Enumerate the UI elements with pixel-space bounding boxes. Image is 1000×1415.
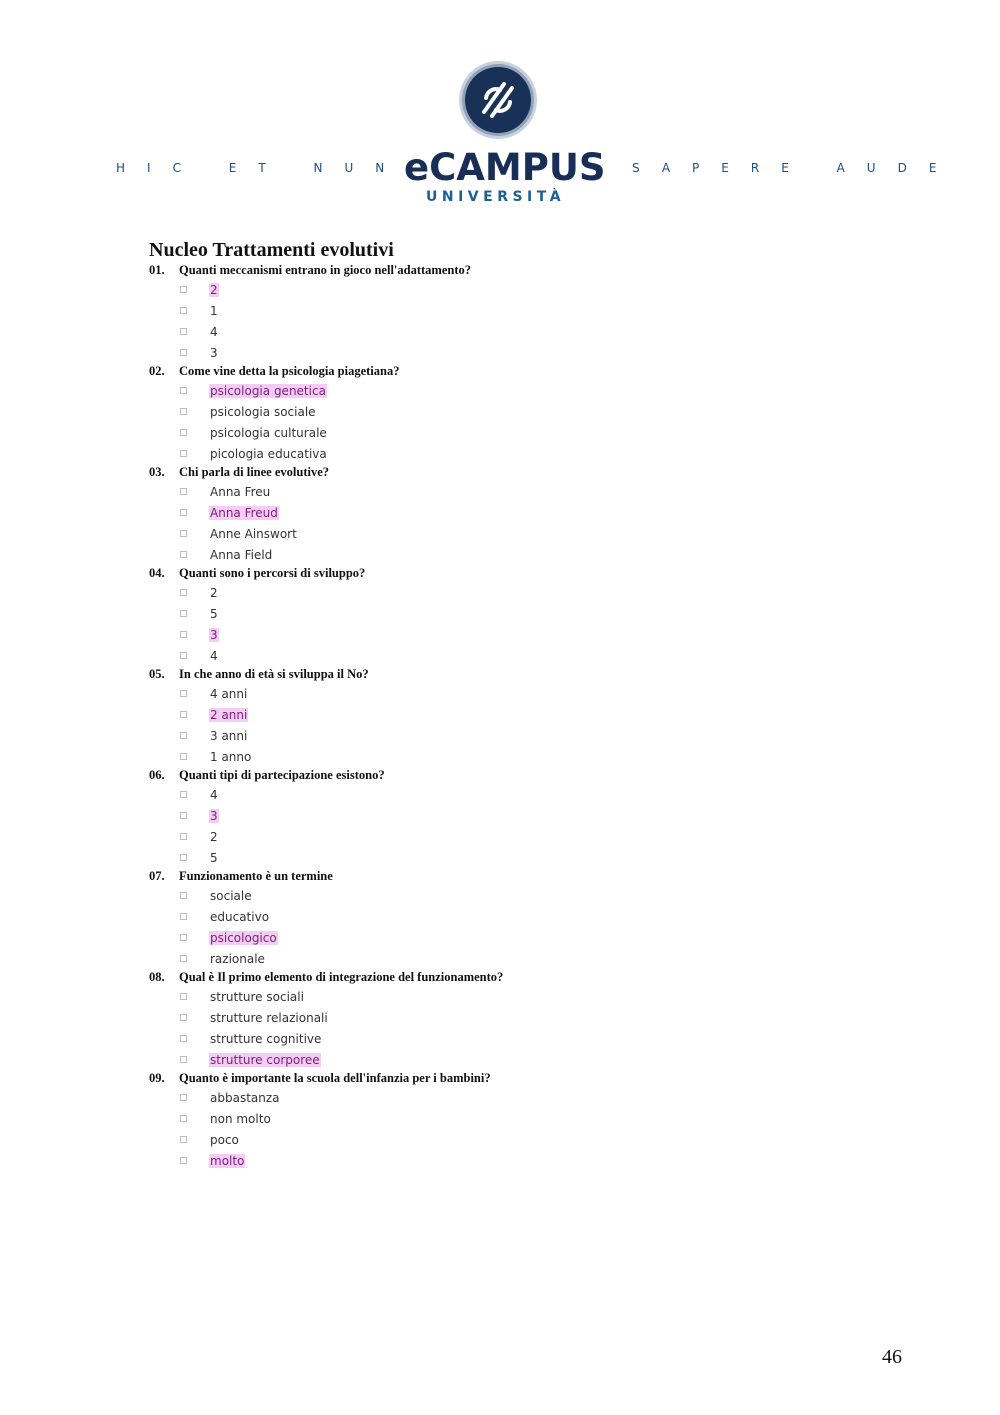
answer-label-correct: strutture corporee (210, 1052, 320, 1067)
answer-option[interactable] (149, 1028, 909, 1049)
answer-option[interactable] (149, 502, 909, 523)
checkbox-icon[interactable] (180, 530, 187, 537)
answer-label: 5 (210, 850, 218, 865)
answer-option[interactable] (149, 826, 909, 847)
logo-wordmark: eCAMPUS (404, 146, 606, 189)
checkbox-icon[interactable] (180, 307, 187, 314)
checkbox-icon[interactable] (180, 1035, 187, 1042)
answer-option[interactable] (149, 422, 909, 443)
answer-option[interactable] (149, 401, 909, 422)
checkbox-icon[interactable] (180, 812, 187, 819)
answer-label-correct: 2 (210, 282, 218, 297)
answer-label-correct: Anna Freud (210, 505, 278, 520)
checkbox-icon[interactable] (180, 631, 187, 638)
checkbox-icon[interactable] (180, 1136, 187, 1143)
answer-option[interactable] (149, 906, 909, 927)
question-list (149, 262, 909, 1171)
answer-label: strutture cognitive (210, 1031, 322, 1046)
question-number: 04. (149, 566, 165, 580)
answer-label: educativo (210, 909, 270, 924)
checkbox-icon[interactable] (180, 610, 187, 617)
question-number: 07. (149, 869, 165, 883)
question-header (149, 767, 909, 784)
answer-option[interactable] (149, 544, 909, 565)
answer-option[interactable] (149, 704, 909, 725)
answer-option[interactable] (149, 321, 909, 342)
question-text: Quanto è importante la scuola dell'infanzia per i bambini? (179, 1071, 491, 1085)
checkbox-icon[interactable] (180, 387, 187, 394)
answer-label: 2 (210, 585, 218, 600)
question-number: 08. (149, 970, 165, 984)
answer-option[interactable] (149, 624, 909, 645)
question-text: Quanti tipi di partecipazione esistono? (179, 768, 385, 782)
question-item (149, 363, 909, 464)
answer-option[interactable] (149, 1129, 909, 1150)
answer-option[interactable] (149, 380, 909, 401)
checkbox-icon[interactable] (180, 791, 187, 798)
checkbox-icon[interactable] (180, 934, 187, 941)
answer-label: 4 anni (210, 686, 248, 701)
checkbox-icon[interactable] (180, 1014, 187, 1021)
checkbox-icon[interactable] (180, 488, 187, 495)
answer-option[interactable] (149, 279, 909, 300)
answer-option[interactable] (149, 683, 909, 704)
question-header (149, 565, 909, 582)
question-header (149, 666, 909, 683)
checkbox-icon[interactable] (180, 993, 187, 1000)
question-item (149, 262, 909, 363)
answer-option[interactable] (149, 481, 909, 502)
checkbox-icon[interactable] (180, 753, 187, 760)
checkbox-icon[interactable] (180, 854, 187, 861)
answer-label: Anne Ainswort (210, 526, 297, 541)
question-text: Funzionamento è un termine (179, 869, 333, 883)
logo-subtitle: UNIVERSITÀ (426, 189, 566, 205)
question-item (149, 969, 909, 1070)
answer-option[interactable] (149, 847, 909, 868)
answer-label: Anna Field (210, 547, 273, 562)
answer-option[interactable] (149, 1049, 909, 1070)
answer-label: strutture relazionali (210, 1010, 328, 1025)
answer-option[interactable] (149, 582, 909, 603)
answer-label-correct: psicologia genetica (210, 383, 326, 398)
answer-label: sociale (210, 888, 252, 903)
checkbox-icon[interactable] (180, 328, 187, 335)
checkbox-icon[interactable] (180, 589, 187, 596)
answer-label: 5 (210, 606, 218, 621)
checkbox-icon[interactable] (180, 955, 187, 962)
question-item (149, 464, 909, 565)
question-text: Come vine detta la psicologia piagetiana? (179, 364, 400, 378)
answer-label: 1 (210, 303, 218, 318)
question-header (149, 868, 909, 885)
checkbox-icon[interactable] (180, 1115, 187, 1122)
answer-option[interactable] (149, 927, 909, 948)
section-title: Nucleo Trattamenti evolutivi (149, 239, 394, 261)
answer-option[interactable] (149, 1150, 909, 1171)
answer-label: Anna Freu (210, 484, 271, 499)
answer-label: 3 (210, 345, 218, 360)
checkbox-icon[interactable] (180, 732, 187, 739)
answer-label: 1 anno (210, 749, 252, 764)
page-header (0, 0, 1000, 215)
question-item (149, 767, 909, 868)
checkbox-icon[interactable] (180, 1094, 187, 1101)
question-item (149, 565, 909, 666)
question-header (149, 969, 909, 986)
checkbox-icon[interactable] (180, 1056, 187, 1063)
answer-option[interactable] (149, 885, 909, 906)
question-item (149, 666, 909, 767)
answer-option[interactable] (149, 1108, 909, 1129)
question-text: Chi parla di linee evolutive? (179, 465, 329, 479)
answer-option[interactable] (149, 1007, 909, 1028)
answer-option[interactable] (149, 805, 909, 826)
question-header (149, 363, 909, 380)
checkbox-icon[interactable] (180, 690, 187, 697)
answer-label: 4 (210, 787, 218, 802)
answer-option[interactable] (149, 342, 909, 363)
page-number: 46 (882, 1346, 902, 1368)
checkbox-icon[interactable] (180, 892, 187, 899)
answer-label-correct: molto (210, 1153, 245, 1168)
answer-label-correct: 3 (210, 808, 218, 823)
answer-label-correct: 3 (210, 627, 218, 642)
answer-option[interactable] (149, 986, 909, 1007)
checkbox-icon[interactable] (180, 509, 187, 516)
answer-option[interactable] (149, 1087, 909, 1108)
question-header (149, 262, 909, 279)
question-number: 09. (149, 1071, 165, 1085)
answer-label: abbastanza (210, 1090, 280, 1105)
question-number: 01. (149, 263, 165, 277)
answer-option[interactable] (149, 603, 909, 624)
checkbox-icon[interactable] (180, 652, 187, 659)
checkbox-icon[interactable] (180, 429, 187, 436)
checkbox-icon[interactable] (180, 913, 187, 920)
answer-option[interactable] (149, 725, 909, 746)
question-text: Qual è Il primo elemento di integrazione del funzionamento? (179, 970, 504, 984)
question-item (149, 868, 909, 969)
answer-label: 3 anni (210, 728, 248, 743)
answer-option[interactable] (149, 443, 909, 464)
answer-label: picologia educativa (210, 446, 327, 461)
answer-option[interactable] (149, 784, 909, 805)
checkbox-icon[interactable] (180, 551, 187, 558)
question-text: Quanti sono i percorsi di sviluppo? (179, 566, 366, 580)
answer-label: 2 (210, 829, 218, 844)
question-text: In che anno di età si sviluppa il No? (179, 667, 369, 681)
checkbox-icon[interactable] (180, 711, 187, 718)
answer-label: poco (210, 1132, 239, 1147)
answer-label: razionale (210, 951, 265, 966)
answer-option[interactable] (149, 645, 909, 666)
answer-label: 4 (210, 324, 218, 339)
checkbox-icon[interactable] (180, 1157, 187, 1164)
question-header (149, 464, 909, 481)
checkbox-icon[interactable] (180, 286, 187, 293)
answer-label: non molto (210, 1111, 271, 1126)
motto-left: HIC ET NUNC (116, 161, 437, 175)
motto-right: SAPERE AUDE (632, 161, 959, 175)
checkbox-icon[interactable] (180, 349, 187, 356)
question-text: Quanti meccanismi entrano in gioco nell'adattamento? (179, 263, 471, 277)
checkbox-icon[interactable] (180, 408, 187, 415)
question-header (149, 1070, 909, 1087)
question-number: 05. (149, 667, 165, 681)
question-item (149, 1070, 909, 1171)
answer-label: psicologia sociale (210, 404, 316, 419)
quiz-content (149, 238, 909, 1171)
checkbox-icon[interactable] (180, 833, 187, 840)
answer-option[interactable] (149, 523, 909, 544)
answer-label-correct: psicologico (210, 930, 277, 945)
answer-label: strutture sociali (210, 989, 304, 1004)
question-number: 06. (149, 768, 165, 782)
answer-label-correct: 2 anni (210, 707, 248, 722)
question-number: 02. (149, 364, 165, 378)
question-number: 03. (149, 465, 165, 479)
answer-label: 4 (210, 648, 218, 663)
answer-option[interactable] (149, 948, 909, 969)
answer-option[interactable] (149, 300, 909, 321)
answer-label: psicologia culturale (210, 425, 327, 440)
answer-option[interactable] (149, 746, 909, 767)
checkbox-icon[interactable] (180, 450, 187, 457)
